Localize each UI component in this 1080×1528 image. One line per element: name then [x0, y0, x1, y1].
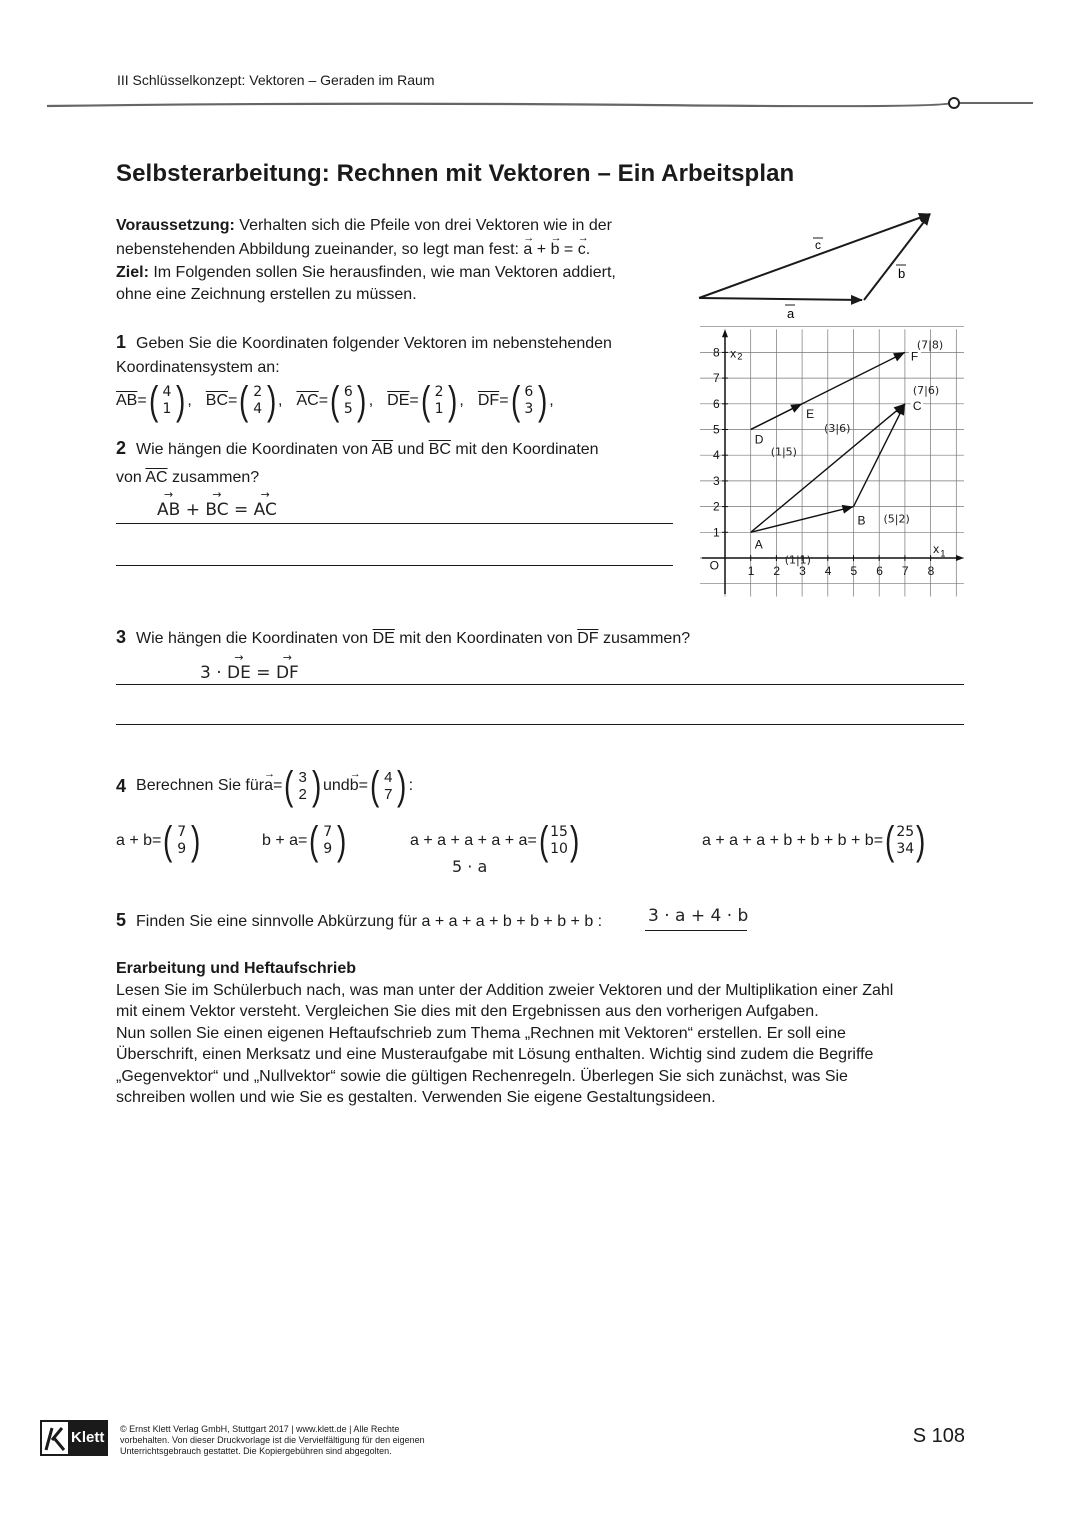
task4-expr-1: a + b = ( 7 9 )	[116, 819, 201, 863]
copyright-notice: © Ernst Klett Verlag GmbH, Stuttgart 2017 | www.klett.de | Alle Rechte vorbehalten. Von dieser Druckvorlage ist die Vervielfältigung für den eigenen Unterrichtsgebrauch gestattet. Die Kopiergebühren sind abgegolten.	[120, 1424, 425, 1456]
y-tick-label: 6	[713, 396, 720, 411]
task4-result: ( 7 9 )	[309, 819, 347, 863]
erarbeitung-line: Nun sollen Sie einen eigenen Heftaufschrieb zum Thema „Rechnen mit Vektoren“ erstellen. Er soll eine	[116, 1024, 846, 1042]
erarbeitung-line: Überschrift, einen Merksatz und eine Musteraufgabe mit Lösung enthalten. Wichtig sind zudem die Begriffe	[116, 1046, 874, 1063]
x-tick-label: 5	[850, 564, 858, 578]
page-title: Selbsterarbeitung: Rechnen mit Vektoren – Ein Arbeitsplan	[116, 160, 795, 187]
task4-number: 4	[116, 776, 127, 796]
task1-vector-row	[116, 378, 686, 424]
point-coordinate: (7|8)	[916, 338, 944, 352]
point-label: F	[910, 349, 919, 364]
x-tick-label: 1	[747, 564, 755, 578]
graph-grid	[700, 327, 964, 597]
task4-expr-3: a + a + a + a + a = ( 15 10 )	[410, 819, 580, 863]
task1-vector-value: ( 2 1 )	[420, 379, 458, 423]
origin-label: O	[709, 558, 719, 573]
vector-ab-arrow-head	[842, 505, 854, 514]
y-tick-label: 5	[713, 422, 720, 437]
goal-text-1: Im Folgenden sollen Sie herausfinden, wie man Vektoren addiert,	[148, 264, 616, 281]
graph-axes	[702, 329, 964, 594]
task3-answer: 3 · → DE = → DF	[200, 663, 299, 683]
prereq-text-1: Verhalten sich die Pfeile von drei Vektoren wie in der	[234, 217, 612, 234]
erarbeitung-line: „Gegenvektor“ und „Nullvektor“ sowie die gültigen Rechenregeln. Überlegen Sie sich zunächst, was Sie	[116, 1067, 848, 1085]
task5-expr: a + a + a + b + b + b + b :	[421, 913, 603, 930]
label-a: a	[787, 306, 795, 320]
vector-c-arrow	[699, 214, 930, 298]
point-coordinate: (7|6)	[912, 383, 940, 397]
task1-vector: $\overline{AB}$ = ( 4 1 ) ,	[116, 379, 192, 423]
task1-vector: $\overline{DE}$ = ( 2 1 ) ,	[387, 379, 464, 423]
erarbeitung-line: schreiben wollen und wie Sie es gestalten. Verwenden Sie eigene Gestaltungsideen.	[116, 1089, 716, 1106]
task5-answer: 3 · a + 4 · b	[648, 906, 749, 926]
header-rule	[45, 96, 1035, 112]
x-axis-label: x	[933, 541, 940, 556]
task1-text-2: Koordinatensystem an:	[116, 359, 280, 376]
prereq-text-2: nebenstehenden Abbildung zueinander, so legt man fest:	[116, 241, 524, 258]
task1-block	[116, 330, 676, 380]
x-tick-label: 3	[799, 564, 806, 578]
task1-text-1: Geben Sie die Koordinaten folgender Vektoren im nebenstehenden	[136, 335, 612, 352]
y-axis-label: x	[730, 346, 737, 361]
erarbeitung-heading: Erarbeitung und Heftaufschrieb	[116, 960, 357, 977]
task1-vector: $\overline{DF}$ = ( 6 3 ) ,	[477, 379, 554, 423]
task4-result: ( 15 10 )	[538, 819, 580, 863]
vector-a-arrow	[699, 298, 862, 300]
point-coordinate: (3|6)	[824, 421, 851, 435]
task4-block: 4 Berechnen Sie für → a = ( 3 2 ) und → b = ( 4 7 ) :	[116, 764, 413, 808]
y-tick-label: 3	[713, 473, 720, 488]
label-b: b	[898, 266, 906, 281]
task4-expr-2: b + a = ( 7 9 )	[262, 819, 347, 863]
task2-number: 2	[116, 438, 127, 458]
vector-b-value: ( 4 7 )	[369, 764, 407, 808]
goal-text-2: ohne eine Zeichnung erstellen zu müssen.	[116, 286, 417, 303]
prereq-formula: → a + → b = → c.	[523, 241, 590, 258]
task1-vector-value: ( 6 5 )	[330, 379, 367, 423]
task3-block: 3 Wie hängen die Koordinaten von $\overline{DE}$ mit den Koordinaten von $\overline{DF}$ zusammen?	[116, 627, 691, 647]
answer-line	[116, 724, 964, 725]
point-label: E	[806, 406, 815, 421]
header-ring-icon	[949, 98, 959, 108]
task1-vector-value: ( 6 3 )	[510, 379, 548, 423]
task1-vector: $\overline{BC}$ = ( 2 4 ) ,	[205, 379, 283, 423]
vector-a-value: ( 3 2 )	[284, 764, 322, 808]
task5-number: 5	[116, 910, 127, 930]
coordinate-graph	[700, 318, 970, 603]
task1-vector: $\overline{AC}$ = ( 6 5 ) ,	[296, 379, 374, 423]
point-coordinate: (1|5)	[770, 445, 797, 459]
y-axis-arrow	[722, 329, 728, 337]
erarbeitung-block	[116, 958, 1016, 1109]
task1-vector-value: ( 2 4 )	[239, 379, 277, 423]
chapter-header: III Schlüsselkonzept: Vektoren – Geraden im Raum	[117, 72, 435, 88]
answer-line	[116, 684, 964, 685]
task3-number: 3	[116, 627, 127, 647]
y-tick-label: 2	[713, 499, 720, 514]
x-tick-label: 4	[824, 564, 832, 578]
x-tick-label: 2	[773, 564, 781, 578]
task1-number: 1	[116, 332, 127, 352]
label-c: c	[815, 238, 821, 252]
prereq-label: Voraussetzung:	[116, 217, 235, 234]
task4-result: ( 25 34 )	[885, 819, 926, 863]
answer-line	[116, 523, 673, 524]
point-label: B	[857, 513, 866, 528]
page-number: S 108	[912, 1425, 965, 1447]
point-coordinate: (5|2)	[883, 512, 910, 526]
point-coordinate: (1|1)	[784, 553, 811, 567]
x-axis-arrow	[956, 555, 964, 561]
x-tick-label: 6	[876, 564, 883, 578]
task4-expr-4: a + a + a + b + b + b + b = ( 25 34 )	[702, 819, 926, 863]
task1-vector-value: ( 4 1 )	[148, 379, 186, 423]
x-tick-label: 7	[901, 564, 909, 578]
y-tick-label: 7	[713, 371, 720, 386]
x-tick-label: 8	[927, 564, 935, 578]
klett-logo	[40, 1420, 108, 1456]
erarbeitung-line: mit einem Vektor versteht. Vergleichen Sie dies mit den Ergebnissen aus den vorherigen Aufgaben.	[116, 1003, 819, 1020]
task2-answer: → AB + → BC = → AC	[157, 500, 277, 520]
point-label: C	[912, 398, 922, 413]
klett-logo-text: Klett	[71, 1429, 105, 1446]
task2-block: 2 Wie hängen die Koordinaten von $\overline{AB}$ und $\overline{BC}$ mit den Koordinaten von $\overline{AC}$ zusammen?	[116, 438, 599, 486]
erarbeitung-line: Lesen Sie im Schülerbuch nach, was man unter der Addition zweier Vektoren und der Multiplikation einer Zahl	[116, 981, 894, 999]
y-tick-label: 4	[713, 448, 720, 463]
goal-label: Ziel:	[116, 264, 149, 281]
intro-block	[116, 214, 686, 306]
point-label: D	[754, 432, 764, 447]
task4-result: ( 7 9 )	[163, 819, 201, 863]
y-tick-label: 8	[713, 345, 720, 360]
task4-note: 5 · a	[452, 857, 488, 876]
x-axis-sub: 1	[940, 548, 946, 559]
vector-triangle-figure	[690, 205, 940, 320]
y-tick-label: 1	[713, 525, 720, 540]
task5-block: 5 Finden Sie eine sinnvolle Abkürzung für a + a + a + b + b + b + b :	[116, 910, 603, 930]
answer-line	[116, 565, 673, 566]
y-axis-sub: 2	[737, 351, 743, 362]
answer-line	[645, 930, 747, 931]
point-label: A	[754, 537, 763, 552]
